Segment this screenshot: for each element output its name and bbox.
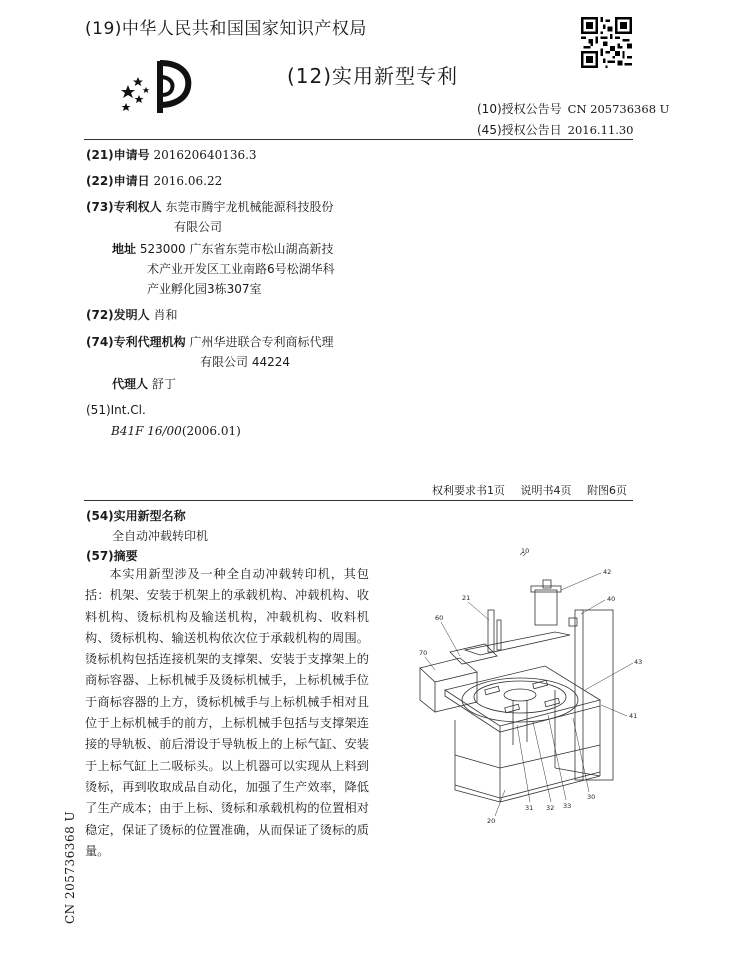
inventor: 肖和 [153,308,178,322]
inventor-row [86,305,178,325]
application-number: 201620640136.3 [153,148,257,162]
patentee-label: (73)专利权人 [86,200,162,214]
figure-label-30: 30 [587,793,596,801]
utility-model-title: 全自动冲载转印机 [112,529,209,543]
figure-label-70: 70 [419,649,428,657]
figure-label-43: 43 [634,658,643,666]
agent-label: 代理人 [112,377,149,391]
page-counts [420,482,627,498]
abstract-label: (57)摘要 [86,549,138,563]
claims-pages: 权利要求书1页 [432,484,505,497]
title-label: (54)实用新型名称 [86,509,186,523]
agency-label: (74)专利代理机构 [86,335,186,349]
agent: 舒丁 [151,377,176,391]
patentee-row [86,197,334,217]
drawing-pages: 附图6页 [587,484,627,497]
figure-label-60: 60 [435,614,444,622]
document-type: (12)实用新型专利 [287,64,459,88]
agent-row [112,374,176,394]
publication-date-label: (45)授权公告日 [477,123,562,137]
address-line-2: 术产业开发区工业南路6号松湖华科 [147,262,335,276]
publication-number: CN 205736368 U [567,102,670,116]
patentee-line-2: 有限公司 [174,220,223,234]
filing-date-label: (22)申请日 [86,174,150,188]
figure-label-42: 42 [603,568,612,576]
pagecount-divider [84,500,633,501]
inventor-label: (72)发明人 [86,308,150,322]
application-number-row [86,145,257,165]
patentee-line-1: 东莞市腾宇龙机械能源科技股份 [165,200,334,214]
publication-date-row [477,121,634,138]
sipo-logo-icon [116,55,196,117]
side-publication-number: CN 205736368 U [63,810,77,924]
description-pages: 说明书4页 [520,484,572,497]
qr-code-icon [581,17,632,68]
figure-label-31: 31 [525,804,534,812]
figure-label-32: 32 [546,804,555,812]
figure-label-40: 40 [607,595,616,603]
agency-row [86,332,334,352]
publication-number-row [477,100,669,117]
machine-drawing [405,540,645,840]
figure-label-21: 21 [462,594,471,602]
filing-date-row [86,171,222,191]
application-number-label: (21)申请号 [86,148,150,162]
figure-label-33: 33 [563,802,572,810]
address-row [112,239,333,259]
agency-line-2: 有限公司 44224 [200,355,290,369]
office-name: (19)中华人民共和国国家知识产权局 [85,19,367,39]
ipc-label: (51)Int.Cl. [86,403,146,417]
filing-date: 2016.06.22 [153,174,223,188]
agency-line-1: 广州华进联合专利商标代理 [189,335,334,349]
address-line-1: 523000 广东省东莞市松山湖高新技 [139,242,334,256]
header-divider [84,139,633,140]
ipc-code: B41F 16/00 [111,424,182,438]
figure-label-41: 41 [629,712,638,720]
ipc-version: (2006.01) [181,424,241,438]
publication-number-label: (10)授权公告号 [477,102,562,116]
figure-label-20: 20 [487,817,496,825]
figure-ref-main: 10 [521,547,530,555]
ipc-row [111,421,241,441]
abstract-text: 本实用新型涉及一种全自动冲载转印机，其包括：机架、安装于机架上的承载机构、冲载机构、收料机构、烫标机构及输送机构，冲载机构、收料机构、烫标机构、输送机构依次位于承载机构的周围。烫标机构包括连接机架的支撑架、安装于支撑架上的商标容器、上标机械手及烫标机械手，上标机械手位于商标容器的上方，烫标机械手与上标机械手相对且位于上标机械手的前方，上标机械手包括与支撑架连接的导轨板、前后滑设于导轨板上的上标气缸、安装于上标气缸上二吸标头。以上机器可以实现从上料到烫标，再到收取成品自动化，加强了生产效率，降低了生产成本；由于上标、烫标和承载机构的位置相对稳定，保证了烫标的位置准确，从而保证了烫标的质量。 [85,567,369,858]
address-label: 地址 [112,242,137,256]
address-line-3: 产业孵化园3栋307室 [147,282,262,296]
publication-date: 2016.11.30 [567,123,634,137]
